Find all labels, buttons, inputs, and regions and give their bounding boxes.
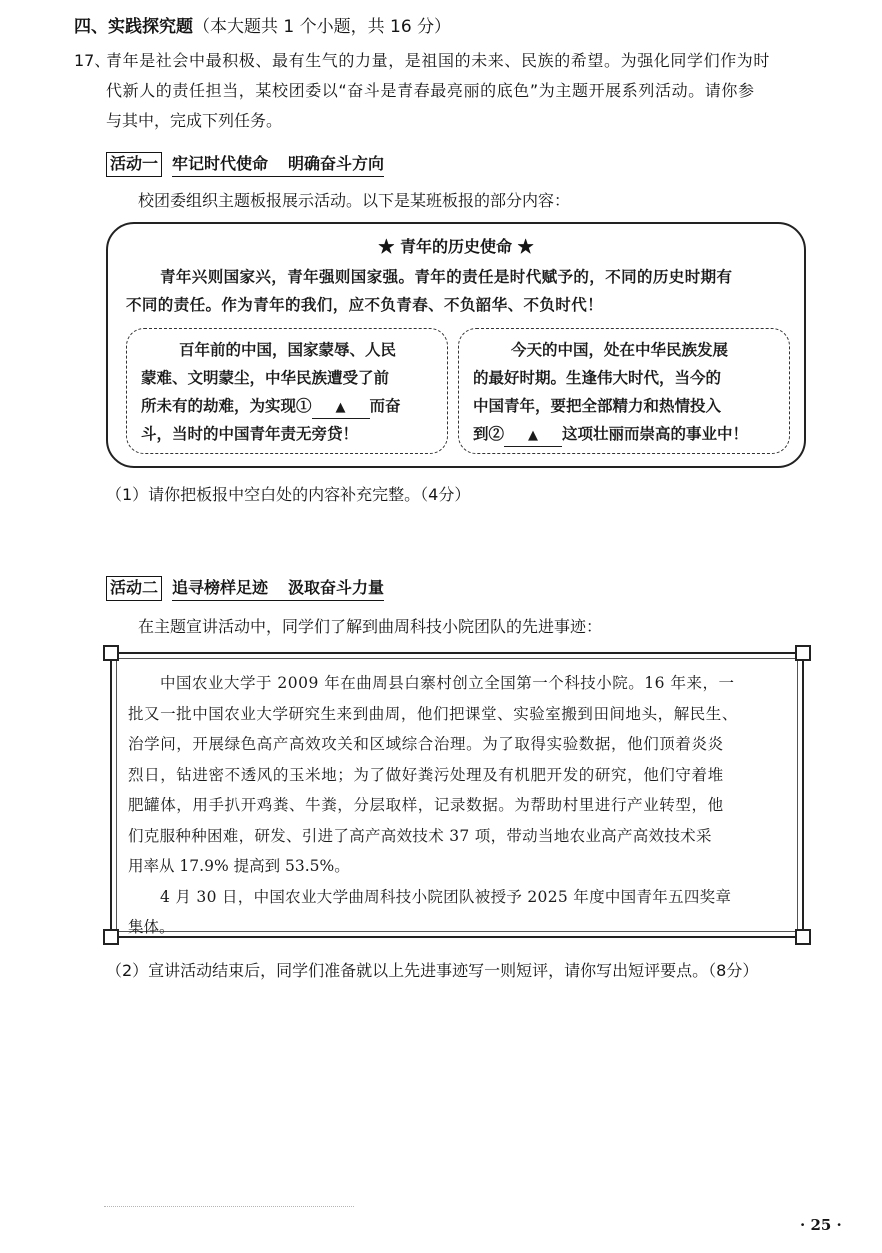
activity2-tag: 活动二 (106, 576, 162, 601)
blackboard-right-panel (458, 328, 790, 454)
left-panel-line-3-post: 而奋 (369, 396, 401, 415)
frame-corner-ornament-icon (103, 645, 119, 661)
blackboard-left-panel (126, 328, 448, 454)
frame-corner-ornament-icon (103, 929, 119, 945)
activity2-heading (106, 576, 384, 601)
left-panel-line-1: 百年前的中国，国家蒙辱、人民 (179, 340, 397, 359)
story-line-2: 批又一批中国农业大学研究生来到曲周，他们把课堂、实验室搬到田间地头，解民生、 (128, 704, 738, 723)
blackboard-line-1: 青年兴则国家兴，青年强则国家强。青年的责任是时代赋予的，不同的历史时期有 (160, 267, 733, 286)
right-panel-line-4-post: 这项壮丽而崇高的事业中！ (562, 424, 749, 443)
story-line-3: 治学问，开展绿色高产高效攻关和区域综合治理。为了取得实验数据，他们顶着炎炎 (128, 735, 724, 753)
story-line-1: 中国农业大学于 2009 年在曲周县白寨村创立全国第一个科技小院。16 年来，一 (160, 674, 735, 692)
right-panel-line-3: 中国青年，要把全部精力和热情投入 (473, 396, 722, 415)
story-line-6: 们克服种种困难，研发、引进了高产高效技术 37 项，带动当地农业高产高效技术采 (128, 826, 712, 845)
right-panel-line-2: 的最好时期。生逢伟大时代，当今的 (473, 368, 722, 387)
story-line-9: 集体。 (128, 918, 175, 936)
blank-2 (504, 426, 562, 447)
page-number: · 25 · (800, 1216, 842, 1234)
blank-2-triangle-icon: ▲ (528, 428, 539, 443)
frame-corner-ornament-icon (795, 929, 811, 945)
blank-1-triangle-icon: ▲ (335, 400, 346, 415)
question-number: 17、 (74, 51, 111, 70)
activity2-title (172, 577, 384, 601)
activity2-title-b: 汲取奋斗力量 (288, 577, 385, 597)
scan-smudge (104, 1206, 354, 1208)
right-panel-line-1: 今天的中国，处在中华民族发展 (511, 340, 729, 359)
activity2-intro: 在主题宣讲活动中，同学们了解到曲周科技小院团队的先进事迹： (138, 617, 603, 636)
activity1-title-b: 明确奋斗方向 (288, 153, 385, 173)
question-line-3: 与其中，完成下列任务。 (106, 111, 283, 130)
activity2-title-a: 追寻榜样足迹 (172, 577, 269, 597)
activity1-heading (106, 152, 384, 177)
left-panel-line-4: 斗，当时的中国青年责无旁贷！ (141, 424, 359, 443)
section-subtitle: （本大题共 1 个小题，共 16 分） (193, 17, 452, 37)
story-line-4: 烈日，钻进密不透风的玉米地；为了做好粪污处理及有机肥开发的研究，他们守着堆 (128, 765, 724, 784)
blackboard-line-2: 不同的责任。作为青年的我们，应不负青春、不负韶华、不负时代！ (126, 295, 604, 314)
story-line-5: 肥罐体，用手扒开鸡粪、牛粪，分层取样，记录数据。为帮助村里进行产业转型，他 (128, 796, 724, 814)
blackboard-title: ★ 青年的历史使命 ★ (378, 237, 534, 256)
activity1-intro: 校团委组织主题板报展示活动。以下是某班板报的部分内容： (138, 191, 571, 210)
left-panel-line-3 (141, 391, 401, 420)
blank-1 (312, 398, 370, 419)
activity1-title-a: 牢记时代使命 (172, 153, 269, 173)
question-line-1: 青年是社会中最积极、最有生气的力量，是祖国的未来、民族的希望。为强化同学们作为时 (106, 51, 771, 70)
question-line-2: 代新人的责任担当，某校团委以“奋斗是青春最亮丽的底色”为主题开展系列活动。请你参 (106, 81, 755, 100)
activity1-tag: 活动一 (106, 152, 162, 177)
left-panel-line-3-pre: 所未有的劫难，为实现① (141, 396, 312, 415)
right-panel-line-4-pre: 到② (473, 424, 505, 443)
left-panel-line-2: 蒙难、文明蒙尘，中华民族遭受了前 (141, 368, 390, 387)
blackboard (106, 222, 806, 468)
question-part-2: （2）宣讲活动结束后，同学们准备就以上先进事迹写一则短评，请你写出短评要点。（8分） (106, 961, 759, 980)
question-part-1: （1）请你把板报中空白处的内容补充完整。（4分） (106, 485, 471, 504)
story-line-8: 4 月 30 日，中国农业大学曲周科技小院团队被授予 2025 年度中国青年五四奖章 (160, 887, 732, 906)
right-panel-line-4 (473, 419, 748, 448)
section-title: 四、实践探究题 (74, 17, 193, 37)
activity1-title (172, 153, 384, 177)
achievement-frame (110, 652, 804, 938)
frame-corner-ornament-icon (795, 645, 811, 661)
story-line-7: 用率从 17.9% 提高到 53.5%。 (128, 857, 350, 875)
section-heading (74, 12, 834, 40)
